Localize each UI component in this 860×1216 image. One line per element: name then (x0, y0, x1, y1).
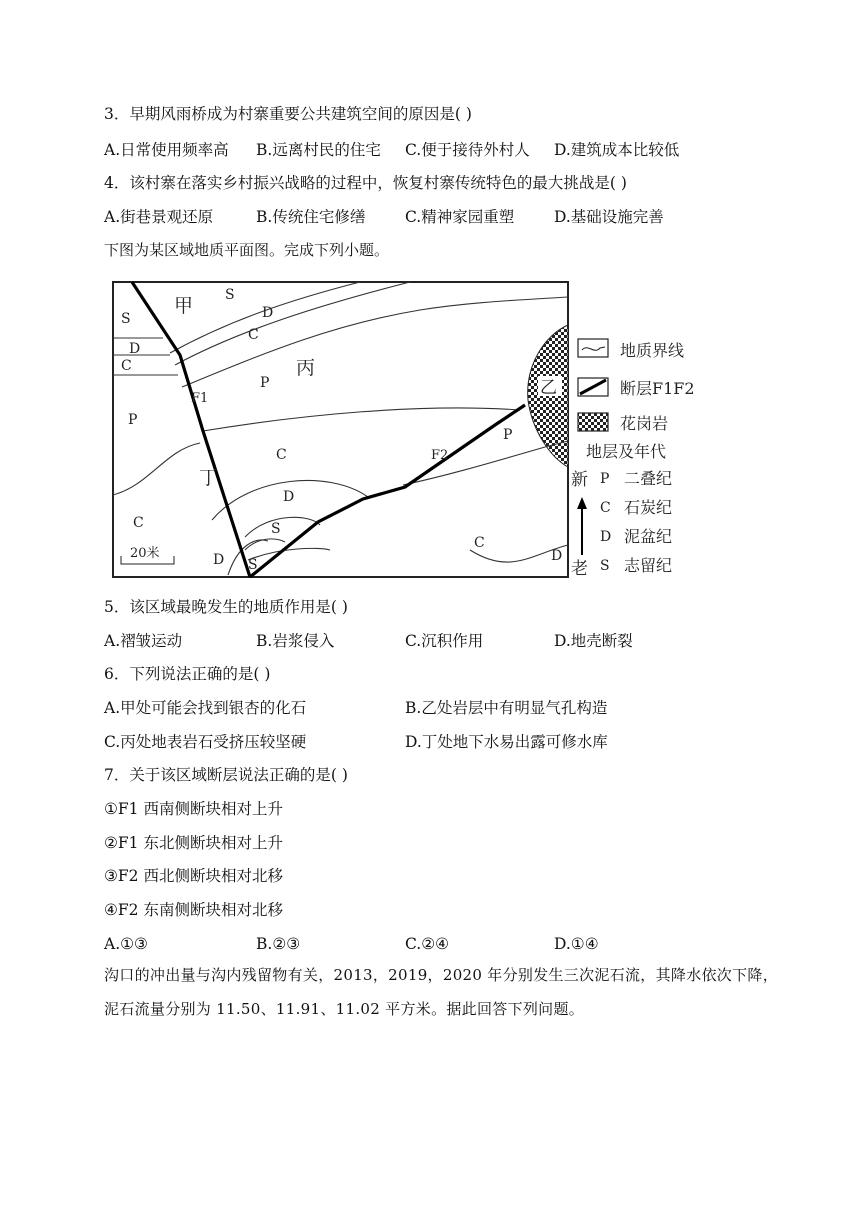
stratum-code: S (121, 311, 131, 327)
q4-option-d: D.基础设施完善 (554, 208, 664, 226)
stratum-code: C (474, 535, 485, 551)
stratum-code: D (262, 305, 274, 321)
legend-old-label: 老 (571, 559, 588, 579)
q4-stem: 4．该村寨在落实乡村振兴战略的过程中，恢复村寨传统特色的最大挑战是( ) (104, 174, 627, 192)
legend-title: 地层及年代 (586, 442, 667, 461)
label-yi: 乙 (540, 378, 557, 398)
legend-fault-label: 断层F1F2 (620, 379, 695, 398)
scale-label: 20米 (130, 546, 160, 561)
debris-flow-passage: 沟口的冲出量与沟内残留物有关，2013，2019，2020 年分别发生三次泥石流，其降水依次下降，泥石流量分别为 11.50、11.91、11.02 平方米。据此回答下列问题。 (104, 966, 778, 1018)
legend-granite-label: 花岗岩 (620, 414, 669, 433)
stratum-code: C (248, 327, 259, 343)
stratum-code: P (503, 427, 513, 443)
stratum-code: S (225, 287, 235, 303)
q7-statement-2: ②F1 东北侧断块相对上升 (104, 834, 283, 852)
q7-option-d: D.①④ (554, 935, 599, 953)
q6-option-c: C.丙处地表岩石受挤压较坚硬 (104, 733, 307, 751)
q7-statement-1: ①F1 西南侧断块相对上升 (104, 800, 283, 818)
stratum-code: D (283, 489, 295, 505)
q6-option-a: A.甲处可能会找到银杏的化石 (104, 699, 307, 717)
q5-option-a: A.褶皱运动 (104, 632, 183, 650)
geologic-map (0, 275, 860, 595)
map-intro: 下图为某区域地质平面图。完成下列小题。 (104, 241, 390, 259)
legend-boundary-label: 地质界线 (620, 341, 685, 360)
q5-option-d: D.地壳断裂 (554, 632, 633, 650)
q4-option-b: B.传统住宅修缮 (256, 208, 366, 226)
q7-statement-3: ③F2 西北侧断块相对北移 (104, 867, 283, 885)
q7-option-a: A.①③ (104, 935, 148, 953)
label-bing: 丙 (296, 357, 316, 379)
q3-option-d: D.建筑成本比较低 (554, 141, 680, 159)
q3-option-b: B.远离村民的住宅 (256, 141, 381, 159)
q3-stem: 3．早期风雨桥成为村寨重要公共建筑空间的原因是( ) (104, 105, 472, 123)
q6-option-d: D.丁处地下水易出露可修水库 (405, 733, 608, 751)
q4-option-c: C.精神家园重塑 (405, 208, 515, 226)
label-F1: F1 (191, 391, 209, 406)
stratum-code: S (271, 521, 281, 537)
stratum-code: D (213, 552, 225, 568)
legend-new-label: 新 (571, 470, 588, 490)
stratum-code: C (133, 515, 144, 531)
q5-stem: 5．该区域最晚发生的地质作用是( ) (104, 598, 348, 616)
legend-code-s: S (600, 558, 610, 574)
stratum-code: P (128, 412, 138, 428)
q3-option-c: C.便于接待外村人 (405, 141, 530, 159)
legend-name-c: 石炭纪 (624, 498, 673, 517)
q7-statement-4: ④F2 东南侧断块相对北移 (104, 901, 283, 919)
legend-granite-swatch (578, 413, 608, 431)
q7-option-c: C.②④ (405, 935, 450, 953)
label-F2: F2 (431, 448, 449, 463)
q7-stem: 7．关于该区域断层说法正确的是( ) (104, 766, 348, 784)
legend (571, 339, 695, 579)
map-frame (113, 282, 568, 577)
q7-option-b: B.②③ (256, 935, 301, 953)
q4-option-a: A.街巷景观还原 (104, 208, 214, 226)
legend-name-s: 志留纪 (624, 556, 673, 575)
stratum-code: D (551, 548, 563, 564)
q5-option-b: B.岩浆侵入 (256, 632, 335, 650)
stratum-code: D (129, 341, 141, 357)
label-jia: 甲 (174, 295, 194, 317)
stratum-code: C (121, 358, 132, 374)
legend-name-p: 二叠纪 (624, 469, 673, 488)
legend-name-d: 泥盆纪 (624, 527, 673, 546)
legend-code-d: D (600, 529, 612, 545)
legend-code-p: P (600, 471, 610, 487)
fault-F1 (132, 282, 250, 577)
stratum-code: S (248, 557, 258, 573)
legend-code-c: C (600, 500, 611, 516)
q6-stem: 6．下列说法正确的是( ) (104, 665, 271, 683)
label-ding: 丁 (199, 467, 219, 489)
stratum-code: P (260, 375, 270, 391)
legend-boundary-swatch (578, 339, 608, 357)
q5-option-c: C.沉积作用 (405, 632, 484, 650)
q6-option-b: B.乙处岩层中有明显气孔构造 (405, 699, 608, 717)
q3-option-a: A.日常使用频率高 (104, 141, 229, 159)
boundary-lines (113, 282, 568, 575)
stratum-code: C (276, 447, 287, 463)
